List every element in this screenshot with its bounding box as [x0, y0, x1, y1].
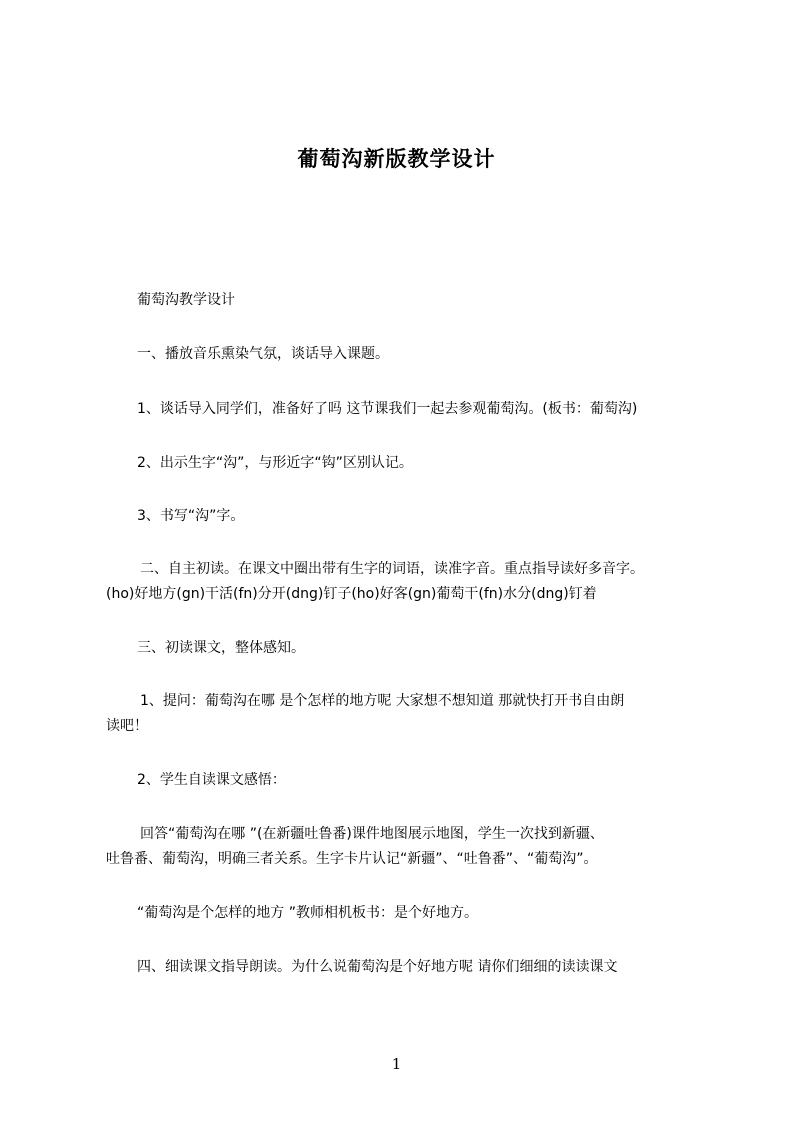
paragraph-section-2-pinyin: (ho)好地方(gn)干活(fn)分开(dng)钉子(ho)好客(gn)葡萄干(fn)水分(dng)钉着 [106, 586, 597, 602]
paragraph-section-2: 二、自主初读。在课文中圈出带有生字的词语，读准字音。重点指导读好多音字。 [140, 561, 644, 577]
paragraph-item-1-2: 2、出示生字“沟”，与形近字“钩”区别认记。 [137, 455, 413, 471]
paragraph-subtitle: 葡萄沟教学设计 [137, 292, 235, 308]
page-number: 1 [391, 1055, 402, 1073]
paragraph-item-1-3: 3、书写“沟”字。 [137, 508, 245, 524]
paragraph-answer: 回答“葡萄沟在哪 ”(在新疆吐鲁番)课件地图展示地图，学生一次找到新疆、 [140, 826, 604, 842]
paragraph-item-3-2: 2、学生自读课文感悟： [137, 772, 286, 788]
paragraph-question: “葡萄沟是个怎样的地方 ”教师相机板书：是个好地方。 [137, 905, 478, 921]
paragraph-item-1-1: 1、谈话导入同学们，准备好了吗 这节课我们一起去参观葡萄沟。(板书：葡萄沟) [137, 401, 638, 417]
paragraph-item-3-1-cont: 读吧！ [106, 718, 148, 734]
paragraph-section-3: 三、初读课文，整体感知。 [137, 640, 305, 656]
paragraph-item-3-1: 1、提问：葡萄沟在哪 是个怎样的地方呢 大家想不想知道 那就快打开书自由朗 [140, 693, 625, 709]
document-title: 葡萄沟新版教学设计 [297, 147, 496, 171]
paragraph-section-1: 一、播放音乐熏染气氛，谈话导入课题。 [137, 346, 389, 362]
paragraph-section-4: 四、细读课文指导朗读。为什么说葡萄沟是个好地方呢 请你们细细的读读课文 [137, 959, 618, 975]
paragraph-answer-cont: 吐鲁番、葡萄沟，明确三者关系。生字卡片认记“新疆”、“吐鲁番”、“葡萄沟”。 [106, 851, 598, 867]
